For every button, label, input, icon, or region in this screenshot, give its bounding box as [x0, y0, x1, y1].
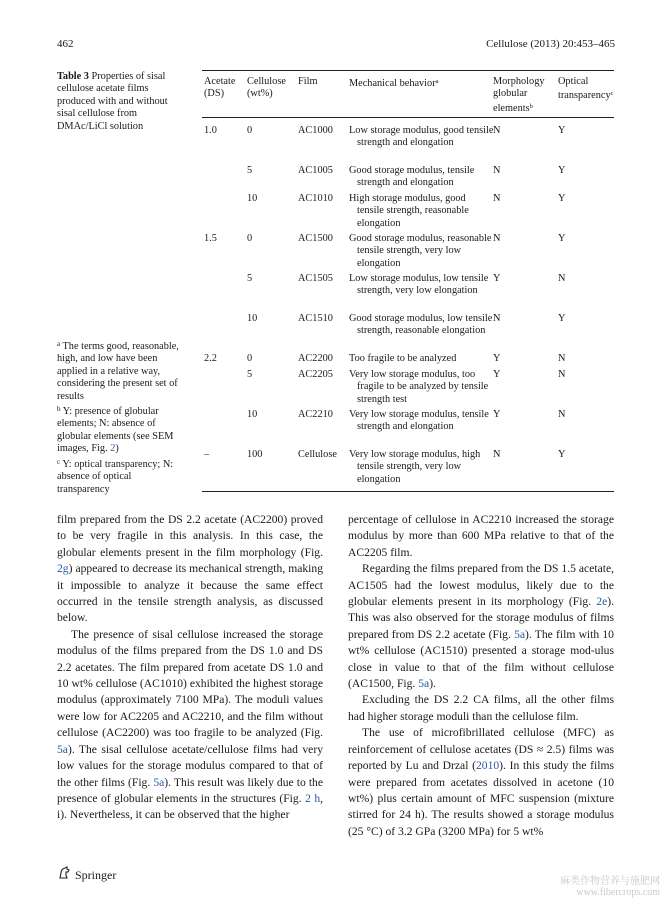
table-bottom-rule — [202, 491, 614, 492]
table-caption-text: Properties of sisal cellulose acetate films produced with and without sisal cellulose from DMAc/LiCl solution — [57, 71, 168, 132]
col-header-acetate: Acetate (DS) — [204, 76, 236, 100]
col-header-optical — [558, 76, 618, 103]
cell-cellulose: 5 — [247, 369, 253, 380]
cell-morphology: N — [493, 449, 501, 460]
cell-cellulose: 0 — [247, 125, 253, 136]
footnote-a-text: The terms good, reasonable, high, and low have been applied in a relative way, considering the present set of results — [57, 341, 179, 402]
figure-link[interactable]: 5a — [57, 742, 68, 756]
paragraph-text: Regarding the films prepared from the DS 1.5 acetate, AC1505 had the lowest modulus, likely due to the globular elements present in its morphology (Fig. — [348, 562, 614, 609]
cell-film: AC1500 — [298, 233, 333, 244]
cell-film: AC1005 — [298, 165, 333, 176]
figure-link[interactable]: 5a — [514, 627, 526, 641]
paragraph-text: Excluding the DS 2.2 CA films, all the other films had higher storage moduli than the cellulose film. — [348, 693, 614, 723]
cell-film: AC2210 — [298, 409, 333, 420]
footnote-mark-a: a — [435, 78, 439, 85]
cell-mechanical: Very low storage modulus, tensile strength and elongation — [349, 409, 489, 433]
cell-film: AC1000 — [298, 125, 333, 136]
paragraph-text: ). In this study the films were prepared from acetates dissolved in acetone (10 wt%) plus certain amount of MFC suspension (mixture stirred for 24 h). The results showed a storage modulus (25 °C) of 3.2 GPa (3200 MPa) for 5 wt% — [348, 759, 614, 838]
cell-optical: Y — [558, 449, 566, 460]
col-header-mechanical — [349, 76, 439, 90]
footnote-c-mark: c — [57, 458, 61, 466]
cell-mechanical: High storage modulus, good tensile strength, reasonable elongation — [349, 193, 469, 229]
paragraph-text: The use of microfibrillated cellulose (MFC) as reinforcement of cellulose acetates (DS ≈ 2.5) films was reported by Lu and Drzal ( — [348, 726, 614, 773]
cell-film: AC2205 — [298, 369, 333, 380]
col-header-cellulose: Cellulose (wt%) — [247, 76, 286, 100]
footnote-mark-b: b — [529, 102, 533, 110]
cell-morphology: Y — [493, 369, 501, 380]
col-header-optical-text: Optical transparency — [558, 76, 611, 102]
paragraph-text: ). The film with 10 wt% cellulose (AC1510) presented a storage mod-ulus close in value to that of the film without cellulose (AC1500, Fig. — [348, 627, 614, 691]
cell-morphology: N — [493, 233, 501, 244]
cell-film: AC1505 — [298, 273, 333, 284]
paragraph-text: ). — [429, 677, 436, 691]
figure-link[interactable]: 2 — [305, 791, 311, 805]
cell-mechanical: Too fragile to be analyzed — [349, 353, 457, 364]
cell-film: AC1010 — [298, 193, 333, 204]
paragraph — [57, 512, 323, 627]
cell-morphology: N — [493, 165, 501, 176]
table-label: Table 3 — [57, 71, 89, 82]
cell-cellulose: 0 — [247, 233, 253, 244]
cell-cellulose: 10 — [247, 409, 258, 420]
paragraph — [348, 692, 614, 725]
col-header-morphology — [493, 76, 553, 115]
cell-cellulose: 10 — [247, 313, 258, 324]
table-footnote-b — [57, 403, 182, 456]
cell-optical: Y — [558, 313, 566, 324]
cell-optical: Y — [558, 165, 566, 176]
table-footnote-a — [57, 338, 182, 403]
col-header-film: Film — [298, 76, 318, 87]
cell-mechanical: Good storage modulus, low tensile strength, reasonable elongation — [349, 313, 493, 337]
footnote-b-mark: b — [57, 405, 61, 413]
paragraph-text: ). This was also observed for the storage modulus of films prepared from DS 2.2 acetate (Fig. — [348, 595, 614, 641]
cell-mechanical: Low storage modulus, low tensile strength, very low elongation — [349, 273, 489, 297]
publisher-logo — [57, 866, 116, 884]
paragraph-text: The presence of sisal cellulose increased the storage modulus of the films prepared from the DS 1.0 and DS 2.2 acetates. The film prepared from acetate DS 1.0 and 10 wt% cellulose (AC1010) exhibited the highest storage modulus (approximately 7100 MPa). The moduli values were low for AC2205 and AC2210, and the film without cellulose (AC2200) was too fragile to be analyzed (Fig. — [57, 627, 323, 740]
figure-link[interactable]: 2g — [57, 562, 69, 576]
cell-optical: N — [558, 409, 566, 420]
col-header-morphology-text: Morphology globular elements — [493, 76, 545, 114]
cell-cellulose: 100 — [247, 449, 263, 460]
right-column-text — [348, 512, 614, 840]
paragraph-text: ). This result was likely due to the presence of globular elements in the structures (Fig. — [57, 775, 323, 805]
paragraph — [348, 725, 614, 840]
paragraph-text: , i). Nevertheless, it can be observed that the higher — [57, 791, 324, 822]
cell-cellulose: 5 — [247, 273, 253, 284]
paragraph-text: ). The sisal cellulose acetate/cellulose films had very low values for the storage modulus compared to that of the other films (Fig. — [57, 742, 323, 789]
cell-morphology: Y — [493, 409, 501, 420]
cell-acetate: 2.2 — [204, 353, 217, 364]
cell-mechanical: Good storage modulus, tensile strength and elongation — [349, 165, 475, 189]
left-column-text — [57, 512, 323, 824]
cell-morphology: N — [493, 193, 501, 204]
table-top-rule — [202, 70, 614, 71]
cell-optical: Y — [558, 125, 566, 136]
journal-reference: Cellulose (2013) 20:453–465 — [486, 38, 615, 50]
cell-film: AC1510 — [298, 313, 333, 324]
paragraph — [348, 561, 614, 692]
table-header-rule — [202, 117, 614, 118]
cell-optical: Y — [558, 193, 566, 204]
footnote-b-text: Y: presence of globular elements; N: absence of globular elements (see SEM images, Fig. — [57, 406, 174, 455]
figure-link[interactable]: 5a — [153, 775, 165, 789]
page-number: 462 — [57, 38, 74, 50]
cell-cellulose: 0 — [247, 353, 253, 364]
figure-link[interactable]: h — [314, 791, 321, 805]
footnote-mark-c: c — [610, 90, 614, 98]
citation-link[interactable]: 2010 — [475, 759, 500, 773]
figure-link[interactable]: 5a — [418, 677, 430, 691]
cell-mechanical: Low storage modulus, good tensile strength and elongation — [349, 125, 494, 149]
cell-morphology: Y — [493, 353, 501, 364]
publisher-name: Springer — [75, 867, 117, 882]
footnote-c-text: Y: optical transparency; N: absence of optical transparency — [57, 459, 174, 495]
cell-film: AC2200 — [298, 353, 333, 364]
paragraph-text: film prepared from the DS 2.2 acetate (AC2200) proved to be very fragile in this analysis. In this case, the globular elements present in the film morphology (Fig. — [57, 513, 323, 559]
figure-link[interactable]: 2 — [110, 443, 116, 455]
paragraph — [348, 512, 614, 561]
cell-morphology: Y — [493, 273, 501, 284]
cell-acetate: – — [204, 449, 210, 460]
cell-acetate: 1.5 — [204, 233, 217, 244]
cell-cellulose: 10 — [247, 193, 258, 204]
watermark-title: 麻类作物营养与施肥网 — [560, 876, 660, 887]
cell-optical: N — [558, 353, 566, 364]
cell-morphology: N — [493, 125, 501, 136]
paragraph — [57, 627, 323, 824]
cell-mechanical: Very low storage modulus, too fragile to be analyzed by tensile strength test — [349, 369, 489, 405]
cell-morphology: N — [493, 313, 501, 324]
watermark-url: www.fibercrops.com — [576, 887, 660, 898]
springer-horse-icon — [57, 866, 71, 884]
table-footnote-c — [57, 456, 182, 496]
cell-optical: Y — [558, 233, 566, 244]
cell-film: Cellulose — [298, 449, 337, 460]
figure-link[interactable]: 2e — [596, 595, 608, 609]
table-caption — [57, 71, 182, 133]
footnote-a-mark: a — [57, 340, 61, 348]
cell-cellulose: 5 — [247, 165, 253, 176]
cell-optical: N — [558, 273, 566, 284]
cell-mechanical: Very low storage modulus, high tensile strength, very low elongation — [349, 449, 481, 485]
footnote-b-text-end: ) — [115, 443, 119, 455]
paragraph-text: percentage of cellulose in AC2210 increased the storage modulus by more than 600 MPa relative to that of the AC2205 film. — [348, 513, 614, 559]
paragraph-text: ) appeared to decrease its mechanical strength, making it impossible to analyze it because the same effect occurred in the tensile strength analysis, as discussed below. — [57, 562, 323, 625]
cell-optical: N — [558, 369, 566, 380]
col-header-mechanical-text: Mechanical behavior — [349, 78, 436, 89]
watermark — [560, 872, 660, 898]
cell-mechanical: Good storage modulus, reasonable tensile strength, very low elongation — [349, 233, 492, 269]
cell-acetate: 1.0 — [204, 125, 217, 136]
